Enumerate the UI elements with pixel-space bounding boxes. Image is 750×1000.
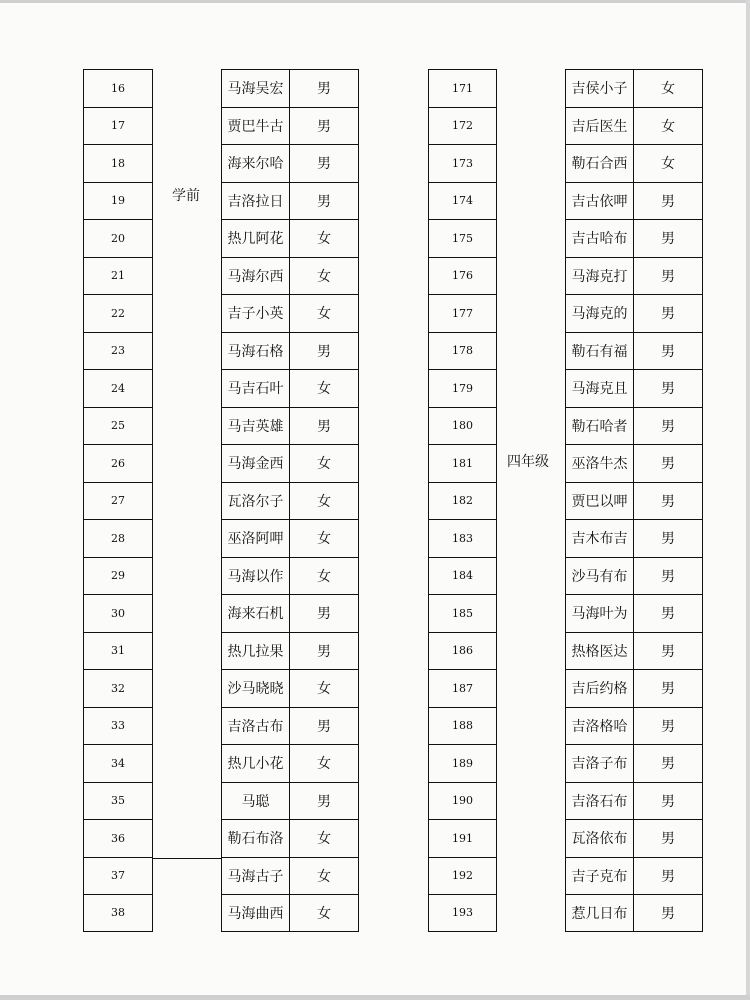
student-sex: 男 bbox=[661, 606, 675, 623]
number-cell bbox=[83, 294, 153, 332]
student-sex: 女 bbox=[317, 456, 331, 473]
number-cell bbox=[83, 182, 153, 220]
student-name: 马海曲西 bbox=[222, 895, 290, 931]
number-cell bbox=[428, 332, 497, 370]
student-number: 189 bbox=[452, 756, 473, 770]
student-sex: 女 bbox=[661, 118, 675, 135]
table-row bbox=[565, 557, 703, 595]
number-cell bbox=[83, 69, 153, 107]
student-name: 吉子克布 bbox=[566, 858, 634, 895]
student-sex: 女 bbox=[661, 156, 675, 173]
left-grade-label: 学前 bbox=[172, 188, 200, 204]
student-number: 34 bbox=[111, 756, 125, 770]
student-number: 177 bbox=[452, 306, 473, 320]
student-sex: 女 bbox=[317, 905, 331, 922]
student-number: 32 bbox=[111, 681, 125, 695]
student-number: 184 bbox=[452, 569, 473, 583]
student-number: 28 bbox=[111, 531, 125, 545]
student-name: 瓦洛尔子 bbox=[222, 483, 290, 520]
student-name: 马海以作 bbox=[222, 558, 290, 595]
number-cell bbox=[428, 744, 497, 782]
student-sex: 男 bbox=[661, 718, 675, 735]
student-name: 瓦洛依布 bbox=[566, 820, 634, 857]
student-name: 吉木布吉 bbox=[566, 520, 634, 557]
scan-edge-right bbox=[746, 0, 750, 1000]
table-row bbox=[221, 857, 359, 895]
student-number: 22 bbox=[111, 306, 125, 320]
number-cell bbox=[428, 294, 497, 332]
number-cell bbox=[428, 257, 497, 295]
student-sex: 男 bbox=[317, 606, 331, 623]
student-name: 吉后医生 bbox=[566, 108, 634, 145]
student-sex: 女 bbox=[317, 831, 331, 848]
number-cell bbox=[428, 182, 497, 220]
left-group-divider bbox=[153, 858, 221, 859]
number-cell bbox=[428, 519, 497, 557]
student-number: 193 bbox=[452, 906, 473, 920]
student-name: 惹几日布 bbox=[566, 895, 634, 931]
student-sex: 男 bbox=[661, 456, 675, 473]
student-name: 热几拉果 bbox=[222, 633, 290, 670]
student-sex: 男 bbox=[661, 343, 675, 360]
student-name: 马吉石叶 bbox=[222, 370, 290, 407]
table-row bbox=[221, 782, 359, 820]
number-cell bbox=[428, 594, 497, 632]
number-cell bbox=[428, 894, 497, 932]
student-number: 176 bbox=[452, 269, 473, 283]
student-sex: 男 bbox=[661, 868, 675, 885]
student-name: 勒石合西 bbox=[566, 145, 634, 182]
student-name: 吉洛子布 bbox=[566, 745, 634, 782]
student-sex: 男 bbox=[661, 831, 675, 848]
student-name: 吉古哈布 bbox=[566, 220, 634, 257]
student-number: 178 bbox=[452, 344, 473, 358]
number-cell bbox=[83, 407, 153, 445]
table-row bbox=[565, 519, 703, 557]
student-name: 马海石格 bbox=[222, 333, 290, 370]
student-number: 20 bbox=[111, 231, 125, 245]
number-cell bbox=[83, 894, 153, 932]
student-name: 贾巴牛古 bbox=[222, 108, 290, 145]
number-cell bbox=[83, 594, 153, 632]
student-sex: 女 bbox=[317, 493, 331, 510]
student-name: 贾巴以呷 bbox=[566, 483, 634, 520]
table-row bbox=[221, 144, 359, 182]
number-cell bbox=[83, 819, 153, 857]
student-sex: 男 bbox=[661, 531, 675, 548]
number-cell bbox=[83, 632, 153, 670]
table-row bbox=[565, 219, 703, 257]
student-number: 191 bbox=[452, 831, 473, 845]
student-number: 24 bbox=[111, 381, 125, 395]
table-row bbox=[565, 107, 703, 145]
student-number: 172 bbox=[452, 119, 473, 133]
table-row bbox=[565, 632, 703, 670]
student-name: 勒石有福 bbox=[566, 333, 634, 370]
right-grade-label: 四年级 bbox=[507, 454, 549, 470]
table-row bbox=[565, 744, 703, 782]
student-number: 180 bbox=[452, 419, 473, 433]
student-sex: 男 bbox=[661, 268, 675, 285]
left-name-table bbox=[221, 69, 359, 932]
table-row bbox=[565, 857, 703, 895]
student-sex: 女 bbox=[317, 306, 331, 323]
table-row bbox=[221, 219, 359, 257]
student-name: 勒石布洛 bbox=[222, 820, 290, 857]
table-row bbox=[565, 182, 703, 220]
student-number: 38 bbox=[111, 906, 125, 920]
student-number: 175 bbox=[452, 231, 473, 245]
student-name: 吉洛石布 bbox=[566, 783, 634, 820]
student-name: 马海尔西 bbox=[222, 258, 290, 295]
number-cell bbox=[83, 332, 153, 370]
table-row bbox=[221, 444, 359, 482]
student-sex: 男 bbox=[661, 381, 675, 398]
student-sex: 女 bbox=[661, 81, 675, 98]
student-number: 181 bbox=[452, 456, 473, 470]
student-number: 182 bbox=[452, 494, 473, 508]
student-sex: 男 bbox=[317, 718, 331, 735]
student-sex: 女 bbox=[317, 568, 331, 585]
scan-edge-bottom bbox=[0, 995, 750, 1000]
student-name: 海来石机 bbox=[222, 595, 290, 632]
number-cell bbox=[428, 707, 497, 745]
student-sex: 女 bbox=[317, 756, 331, 773]
student-number: 185 bbox=[452, 606, 473, 620]
table-row bbox=[221, 332, 359, 370]
number-cell bbox=[83, 669, 153, 707]
student-name: 吉洛拉日 bbox=[222, 183, 290, 220]
student-sex: 男 bbox=[661, 756, 675, 773]
student-number: 36 bbox=[111, 831, 125, 845]
student-sex: 男 bbox=[317, 156, 331, 173]
number-cell bbox=[83, 557, 153, 595]
table-row bbox=[221, 669, 359, 707]
student-number: 29 bbox=[111, 569, 125, 583]
table-row bbox=[221, 744, 359, 782]
table-row bbox=[221, 557, 359, 595]
table-row bbox=[221, 894, 359, 932]
student-sex: 男 bbox=[661, 568, 675, 585]
student-sex: 女 bbox=[317, 531, 331, 548]
student-number: 187 bbox=[452, 681, 473, 695]
student-sex: 女 bbox=[317, 381, 331, 398]
student-name: 巫洛阿呷 bbox=[222, 520, 290, 557]
table-row bbox=[221, 594, 359, 632]
student-sex: 女 bbox=[317, 681, 331, 698]
number-cell bbox=[83, 482, 153, 520]
scan-edge-top bbox=[0, 0, 750, 3]
number-cell bbox=[428, 444, 497, 482]
left-number-column bbox=[83, 69, 153, 932]
table-row bbox=[221, 819, 359, 857]
number-cell bbox=[428, 482, 497, 520]
number-cell bbox=[83, 782, 153, 820]
student-number: 17 bbox=[111, 119, 125, 133]
student-number: 25 bbox=[111, 419, 125, 433]
table-row bbox=[221, 707, 359, 745]
student-number: 183 bbox=[452, 531, 473, 545]
student-name: 马吉英雄 bbox=[222, 408, 290, 445]
student-sex: 男 bbox=[317, 118, 331, 135]
number-cell bbox=[83, 519, 153, 557]
student-number: 179 bbox=[452, 381, 473, 395]
student-number: 171 bbox=[452, 81, 473, 95]
student-sex: 男 bbox=[661, 793, 675, 810]
table-row bbox=[221, 182, 359, 220]
table-row bbox=[565, 707, 703, 745]
number-cell bbox=[83, 144, 153, 182]
table-row bbox=[221, 482, 359, 520]
table-row bbox=[565, 257, 703, 295]
student-name: 吉洛格哈 bbox=[566, 708, 634, 745]
number-cell bbox=[428, 369, 497, 407]
student-sex: 女 bbox=[317, 231, 331, 248]
number-cell bbox=[428, 857, 497, 895]
number-cell bbox=[428, 782, 497, 820]
student-sex: 男 bbox=[661, 418, 675, 435]
table-row bbox=[565, 294, 703, 332]
student-number: 173 bbox=[452, 156, 473, 170]
student-number: 37 bbox=[111, 869, 125, 883]
number-cell bbox=[428, 107, 497, 145]
student-sex: 男 bbox=[661, 493, 675, 510]
student-number: 19 bbox=[111, 194, 125, 208]
student-sex: 男 bbox=[661, 306, 675, 323]
student-name: 吉侯小子 bbox=[566, 70, 634, 107]
student-name: 巫洛牛杰 bbox=[566, 445, 634, 482]
student-name: 马海克且 bbox=[566, 370, 634, 407]
student-number: 21 bbox=[111, 269, 125, 283]
table-row bbox=[221, 257, 359, 295]
number-cell bbox=[83, 857, 153, 895]
student-name: 吉洛古布 bbox=[222, 708, 290, 745]
number-cell bbox=[428, 144, 497, 182]
table-row bbox=[565, 407, 703, 445]
number-cell bbox=[428, 69, 497, 107]
number-cell bbox=[83, 107, 153, 145]
number-cell bbox=[428, 407, 497, 445]
table-row bbox=[565, 482, 703, 520]
student-sex: 男 bbox=[317, 418, 331, 435]
student-number: 23 bbox=[111, 344, 125, 358]
number-cell bbox=[83, 257, 153, 295]
student-number: 26 bbox=[111, 456, 125, 470]
student-sex: 男 bbox=[317, 81, 331, 98]
student-number: 27 bbox=[111, 494, 125, 508]
right-name-table bbox=[565, 69, 703, 932]
student-number: 18 bbox=[111, 156, 125, 170]
student-name: 马海金西 bbox=[222, 445, 290, 482]
student-name: 勒石哈者 bbox=[566, 408, 634, 445]
table-row bbox=[565, 332, 703, 370]
number-cell bbox=[83, 744, 153, 782]
number-cell bbox=[428, 669, 497, 707]
number-cell bbox=[83, 219, 153, 257]
student-sex: 男 bbox=[661, 231, 675, 248]
student-number: 192 bbox=[452, 869, 473, 883]
student-number: 174 bbox=[452, 194, 473, 208]
student-name: 马海克的 bbox=[566, 295, 634, 332]
student-name: 海来尔哈 bbox=[222, 145, 290, 182]
student-name: 马海吴宏 bbox=[222, 70, 290, 107]
table-row bbox=[221, 407, 359, 445]
table-row bbox=[565, 144, 703, 182]
table-row bbox=[565, 444, 703, 482]
student-name: 热几小花 bbox=[222, 745, 290, 782]
student-number: 186 bbox=[452, 644, 473, 658]
student-number: 16 bbox=[111, 81, 125, 95]
student-name: 马海叶为 bbox=[566, 595, 634, 632]
table-row bbox=[565, 782, 703, 820]
number-cell bbox=[83, 444, 153, 482]
table-row bbox=[565, 819, 703, 857]
table-row bbox=[565, 669, 703, 707]
number-cell bbox=[83, 369, 153, 407]
student-name: 吉子小英 bbox=[222, 295, 290, 332]
student-sex: 男 bbox=[317, 343, 331, 360]
table-row bbox=[221, 369, 359, 407]
table-row bbox=[221, 519, 359, 557]
student-sex: 男 bbox=[317, 643, 331, 660]
student-number: 188 bbox=[452, 719, 473, 733]
number-cell bbox=[428, 557, 497, 595]
right-number-column bbox=[428, 69, 497, 932]
student-name: 马海古子 bbox=[222, 858, 290, 895]
student-sex: 女 bbox=[317, 268, 331, 285]
student-sex: 男 bbox=[317, 793, 331, 810]
student-name: 吉古依呷 bbox=[566, 183, 634, 220]
student-sex: 男 bbox=[661, 681, 675, 698]
number-cell bbox=[83, 707, 153, 745]
table-row bbox=[565, 369, 703, 407]
student-sex: 男 bbox=[317, 193, 331, 210]
student-number: 30 bbox=[111, 606, 125, 620]
student-name: 热几阿花 bbox=[222, 220, 290, 257]
number-cell bbox=[428, 819, 497, 857]
student-sex: 男 bbox=[661, 643, 675, 660]
table-row bbox=[565, 594, 703, 632]
table-row bbox=[565, 69, 703, 107]
table-row bbox=[221, 69, 359, 107]
student-name: 马聪 bbox=[222, 783, 290, 820]
student-name: 吉后约格 bbox=[566, 670, 634, 707]
student-sex: 女 bbox=[317, 868, 331, 885]
student-sex: 男 bbox=[661, 905, 675, 922]
table-row bbox=[565, 894, 703, 932]
table-row bbox=[221, 632, 359, 670]
table-row bbox=[221, 294, 359, 332]
student-name: 沙马晓晓 bbox=[222, 670, 290, 707]
student-name: 马海克打 bbox=[566, 258, 634, 295]
student-name: 热格医达 bbox=[566, 633, 634, 670]
student-number: 35 bbox=[111, 794, 125, 808]
student-number: 190 bbox=[452, 794, 473, 808]
number-cell bbox=[428, 632, 497, 670]
table-row bbox=[221, 107, 359, 145]
student-name: 沙马有布 bbox=[566, 558, 634, 595]
number-cell bbox=[428, 219, 497, 257]
student-number: 33 bbox=[111, 719, 125, 733]
student-sex: 男 bbox=[661, 193, 675, 210]
student-number: 31 bbox=[111, 644, 125, 658]
